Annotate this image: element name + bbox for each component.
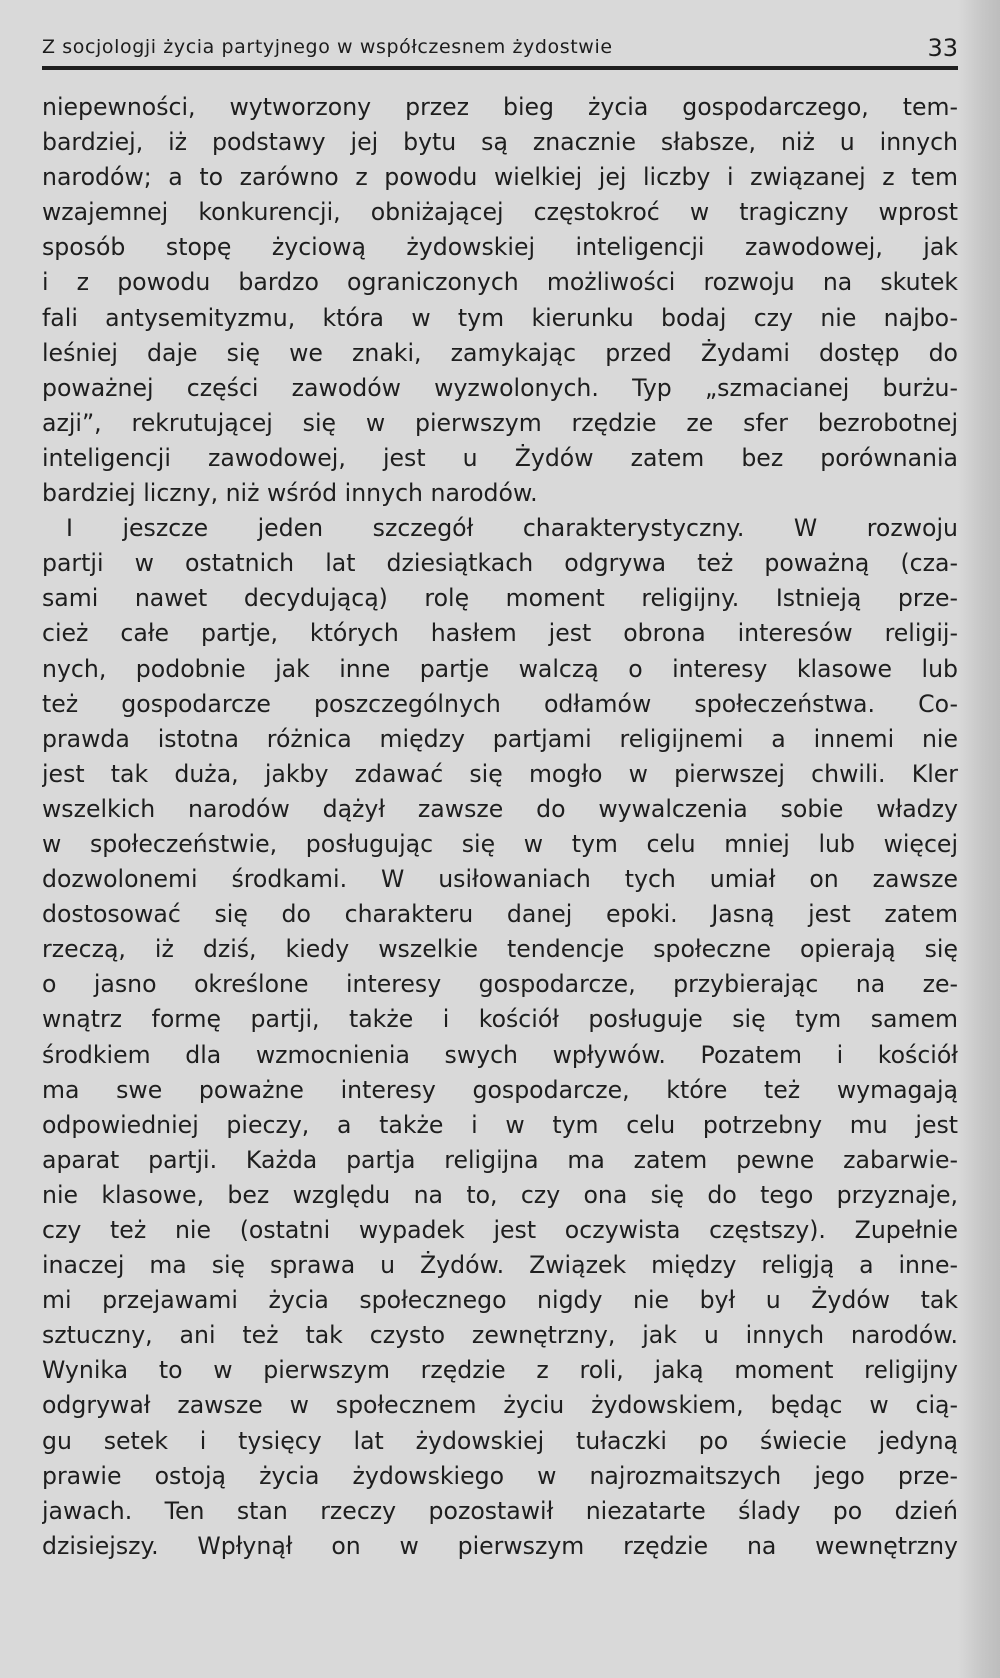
text-line: aparat partji. Każda partja religijna ma zatem pewne zabarwie- bbox=[42, 1145, 958, 1174]
text-line: w społeczeństwie, posługując się w tym celu mniej lub więcej bbox=[42, 829, 958, 858]
text-line: mi przejawami życia społecznego nigdy nie był u Żydów tak bbox=[42, 1286, 958, 1315]
header-rule bbox=[42, 66, 958, 70]
text-line: I jeszcze jeden szczegół charakterystyczny. W rozwoju bbox=[66, 514, 958, 543]
text-line: Wynika to w pierwszym rzędzie z roli, jaką moment religijny bbox=[42, 1356, 958, 1385]
text-line: wszelkich narodów dążył zawsze do wywalczenia sobie władzy bbox=[42, 794, 958, 823]
text-line: azji”, rekrutującej się w pierwszym rzędzie ze sfer bezrobotnej bbox=[42, 408, 958, 437]
text-line: odgrywał zawsze w społecznem życiu żydowskiem, będąc w cią- bbox=[42, 1391, 958, 1420]
text-line: prawda istotna różnica między partjami religijnemi a innemi nie bbox=[42, 724, 958, 753]
text-line: i z powodu bardzo ograniczonych możliwości rozwoju na skutek bbox=[42, 268, 958, 297]
text-line: dostosować się do charakteru danej epoki. Jasną jest zatem bbox=[42, 900, 958, 929]
text-line: gu setek i tysięcy lat żydowskiej tułaczki po świecie jedyną bbox=[42, 1426, 958, 1455]
text-line: prawie ostoją życia żydowskiego w najrozmaitszych jego prze- bbox=[42, 1461, 958, 1490]
text-line: sami nawet decydującą) rolę moment religijny. Istnieją prze- bbox=[42, 584, 958, 613]
text-line: poważnej części zawodów wyzwolonych. Typ „szmacianej burżu- bbox=[42, 373, 958, 402]
text-line: odpowiedniej pieczy, a także i w tym celu potrzebny mu jest bbox=[42, 1110, 958, 1139]
text-line: nych, podobnie jak inne partje walczą o interesy klasowe lub bbox=[42, 654, 958, 683]
text-line: dozwolonemi środkami. W usiłowaniach tych umiał on zawsze bbox=[42, 865, 958, 894]
text-line: sposób stopę życiową żydowskiej inteligencji zawodowej, jak bbox=[42, 233, 958, 262]
text-line: bardziej, iż podstawy jej bytu są znacznie słabsze, niż u innych bbox=[42, 128, 958, 157]
text-line: wzajemnej konkurencji, obniżającej częstokroć w tragiczny wprost bbox=[42, 198, 958, 227]
text-line: nie klasowe, bez względu na to, czy ona się do tego przyznaje, bbox=[42, 1180, 958, 1209]
text-line: sztuczny, ani też tak czysto zewnętrzny, jak u innych narodów. bbox=[42, 1321, 958, 1350]
text-line: wnątrz formę partji, także i kościół posługuje się tym samem bbox=[42, 1005, 958, 1034]
text-line: ma swe poważne interesy gospodarcze, które też wymagają bbox=[42, 1075, 958, 1104]
text-line: inaczej ma się sprawa u Żydów. Związek między religją a inne- bbox=[42, 1251, 958, 1280]
text-line: partji w ostatnich lat dziesiątkach odgrywa też poważną (cza- bbox=[42, 549, 958, 578]
running-title: Z socjologji życia partyjnego w współczesnem żydostwie bbox=[42, 36, 613, 58]
text-line: jawach. Ten stan rzeczy pozostawił niezatarte ślady po dzień bbox=[42, 1496, 958, 1525]
text-line: też gospodarcze poszczególnych odłamów społeczeństwa. Co- bbox=[42, 689, 958, 718]
body-text bbox=[42, 90, 958, 1564]
text-line: rzeczą, iż dziś, kiedy wszelkie tendencje społeczne opierają się bbox=[42, 935, 958, 964]
text-line: jest tak duża, jakby zdawać się mogło w pierwszej chwili. Kler bbox=[42, 759, 958, 788]
text-line: cież całe partje, których hasłem jest obrona interesów religij- bbox=[42, 619, 958, 648]
text-line: dzisiejszy. Wpłynął on w pierwszym rzędzie na wewnętrzny bbox=[42, 1531, 958, 1560]
text-line: bardziej liczny, niż wśród innych narodów. bbox=[42, 479, 538, 508]
page-edge-shadow bbox=[958, 0, 1000, 1678]
text-line: niepewności, wytworzony przez bieg życia gospodarczego, tem- bbox=[42, 93, 958, 121]
text-line: narodów; a to zarówno z powodu wielkiej jej liczby i związanej z tem bbox=[42, 163, 958, 192]
text-line: leśniej daje się we znaki, zamykając przed Żydami dostęp do bbox=[42, 338, 958, 367]
page-number: 33 bbox=[927, 34, 958, 62]
text-line: fali antysemityzmu, która w tym kierunku bodaj czy nie najbo- bbox=[42, 303, 958, 332]
text-line: czy też nie (ostatni wypadek jest oczywista częstszy). Zupełnie bbox=[42, 1216, 958, 1244]
page-header bbox=[42, 36, 958, 68]
text-line: inteligencji zawodowej, jest u Żydów zatem bez porównania bbox=[42, 443, 958, 472]
text-line: środkiem dla wzmocnienia swych wpływów. Pozatem i kościół bbox=[42, 1040, 958, 1069]
text-line: o jasno określone interesy gospodarcze, przybierając na ze- bbox=[42, 970, 958, 999]
